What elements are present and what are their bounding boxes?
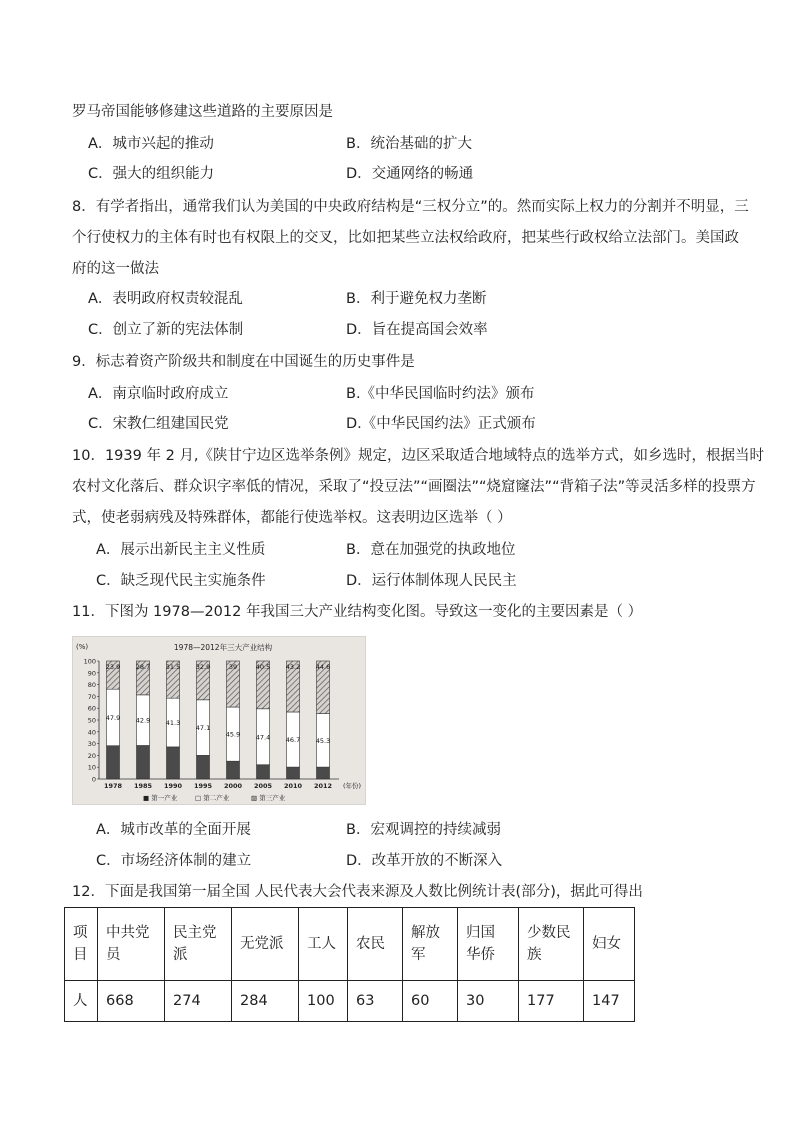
table-cell: 284	[232, 981, 299, 1022]
y-axis-unit: (%)	[76, 643, 89, 651]
header-ccp: 中共党 员	[106, 925, 150, 963]
q8-option-a[interactable]: A．表明政府权责较混乱	[88, 291, 243, 307]
data-label: 43.2	[285, 663, 301, 671]
q11-option-a[interactable]: A．城市改革的全面开展	[96, 822, 251, 838]
y-tick-label: 50	[87, 716, 96, 725]
table-cell: 人	[65, 981, 98, 1022]
bar-segment-1	[137, 745, 150, 779]
q11-option-c[interactable]: C．市场经济体制的建立	[96, 853, 252, 869]
x-tick-label: 1978	[103, 782, 123, 790]
q7-option-b[interactable]: B．统治基础的扩大	[346, 136, 472, 152]
header-item: 项 目	[73, 925, 88, 963]
question-7-stem-tail: 罗马帝国能够修建这些道路的主要原因是	[72, 104, 333, 120]
q10-stem-line-3: 式，使老弱病残及特殊群体，都能行使选举权。这表明边区选举（ ）	[72, 510, 512, 526]
bar-segment-1	[317, 767, 330, 779]
header-workers: 工人	[307, 936, 336, 952]
table-header-cell	[98, 908, 165, 981]
y-tick-label: 100	[83, 657, 96, 666]
q9-option-d[interactable]: D.《中华民国约法》正式颁布	[346, 416, 536, 432]
bar-segment-1	[167, 747, 180, 779]
data-label: 32.9	[195, 663, 211, 671]
x-tick-label: 2000	[223, 782, 243, 790]
q9-option-c[interactable]: C．宋教仁组建国民党	[88, 416, 229, 432]
y-tick-label: 30	[87, 740, 96, 749]
data-label: 41.3	[165, 719, 181, 728]
y-tick-label: 0	[91, 775, 96, 784]
data-label: 23.9	[105, 663, 121, 671]
x-tick-label: 1990	[163, 782, 183, 790]
y-tick-label: 10	[87, 763, 96, 772]
npc-delegates-table	[64, 907, 635, 1022]
data-label: 47.9	[105, 713, 121, 722]
y-tick-label: 90	[87, 669, 96, 678]
chart-title: 1978—2012年三大产业结构	[173, 643, 273, 652]
q8-stem-line-2: 个行使权力的主体有时也有权限上的交叉，比如把某些立法权给政府，把某些行政权给立法部门。美国政	[72, 230, 739, 246]
x-tick-label: 1995	[193, 782, 213, 790]
q7-option-a[interactable]: A．城市兴起的推动	[88, 136, 214, 152]
q9-option-b[interactable]: B.《中华民国临时约法》颁布	[346, 386, 535, 402]
q8-stem-line-1: 8．有学者指出，通常我们认为美国的中央政府结构是“三权分立”的。然而实际上权力的分割并不明显，三	[72, 199, 749, 215]
header-farmers: 农民	[356, 936, 385, 952]
y-tick-label: 80	[87, 681, 96, 690]
bar-segment-1	[257, 765, 270, 779]
q9-option-a[interactable]: A．南京临时政府成立	[88, 386, 229, 402]
bar-segment-1	[287, 767, 300, 779]
bar-segment-1	[197, 755, 210, 779]
table-header-cell	[65, 908, 98, 981]
q7-option-d[interactable]: D．交通网络的畅通	[346, 166, 474, 182]
data-label: 44.6	[315, 663, 331, 671]
q8-option-d[interactable]: D．旨在提高国会效率	[346, 322, 488, 338]
q11-option-b[interactable]: B．宏观调控的持续减弱	[346, 822, 501, 838]
y-tick-label: 60	[87, 704, 96, 713]
table-cell: 668	[98, 981, 165, 1022]
bar-segment-1	[227, 761, 240, 779]
legend-item: ■ 第一产业	[143, 794, 178, 802]
legend-item: □ 第二产业	[195, 794, 230, 802]
q10-stem-line-2: 农村文化落后、群众识字率低的情况，采取了“投豆法”“画圈法”“烧窟窿法”“背箱子法”等灵活多样的投票方	[72, 479, 756, 495]
stacked-bar-chart	[73, 637, 365, 804]
header-women: 妇女	[592, 936, 621, 952]
data-label: 39	[228, 663, 238, 671]
q9-stem: 9．标志着资产阶级共和制度在中国诞生的历史事件是	[72, 354, 415, 370]
data-label: 47.1	[195, 724, 211, 733]
y-tick-label: 40	[87, 728, 96, 737]
table-header-cell	[584, 908, 635, 981]
industry-structure-chart	[72, 636, 366, 805]
x-tick-label: 1985	[133, 782, 153, 790]
y-tick-label: 70	[87, 692, 96, 701]
table-header-cell	[299, 908, 348, 981]
q11-option-d[interactable]: D．改革开放的不断深入	[346, 853, 503, 869]
q10-option-d[interactable]: D．运行体制体现人民民主	[346, 573, 517, 589]
data-label: 42.9	[135, 716, 151, 725]
y-tick-label: 20	[87, 751, 96, 760]
data-label: 40.5	[255, 663, 271, 671]
data-label: 45.3	[315, 736, 331, 745]
q10-option-a[interactable]: A．展示出新民主主义性质	[96, 542, 266, 558]
legend-item: ▨ 第三产业	[251, 794, 286, 802]
table-cell: 274	[165, 981, 232, 1022]
data-label: 46.7	[285, 736, 301, 745]
x-axis-unit: (年份)	[343, 782, 362, 790]
table-cell: 147	[584, 981, 635, 1022]
table-cell: 30	[458, 981, 519, 1022]
q11-stem: 11．下图为 1978—2012 年我国三大产业结构变化图。导致这一变化的主要因素是（ ）	[72, 604, 643, 620]
x-tick-label: 2005	[253, 782, 273, 790]
q8-option-b[interactable]: B．利于避免权力垄断	[346, 291, 487, 307]
q8-option-c[interactable]: C．创立了新的宪法体制	[88, 322, 244, 338]
table-header-cell	[519, 908, 584, 981]
table-header-cell	[165, 908, 232, 981]
q12-stem: 12．下面是我国第一届全国 人民代表大会代表来源及人数比例统计表(部分)，据此可得出	[72, 884, 643, 900]
data-label: 28.7	[135, 663, 151, 671]
table-cell: 177	[519, 981, 584, 1022]
table-cell: 100	[299, 981, 348, 1022]
header-overseas: 归国 华侨	[466, 925, 495, 963]
header-minorities: 少数民 族	[527, 925, 571, 963]
q7-option-c[interactable]: C．强大的组织能力	[88, 166, 215, 182]
q10-option-b[interactable]: B．意在加强党的执政地位	[346, 542, 516, 558]
table-header-cell	[403, 908, 458, 981]
q10-option-c[interactable]: C．缺乏现代民主实施条件	[96, 573, 266, 589]
x-tick-label: 2012	[313, 782, 333, 790]
data-label: 47.4	[255, 733, 271, 742]
data-label: 31.5	[165, 663, 181, 671]
table-header-row	[65, 908, 635, 981]
table-row	[65, 981, 635, 1022]
table-cell: 60	[403, 981, 458, 1022]
table-cell: 63	[348, 981, 403, 1022]
data-label: 45.9	[225, 730, 241, 739]
bar-segment-1	[107, 746, 120, 779]
q8-stem-line-3: 府的这一做法	[72, 261, 159, 277]
q10-stem-line-1: 10．1939 年 2 月,《陕甘宁边区选举条例》规定，边区采取适合地域特点的选举方式，如乡选时，根据当时	[72, 448, 765, 464]
x-tick-label: 2010	[283, 782, 303, 790]
table-header-cell	[458, 908, 519, 981]
header-democratic-parties: 民主党 派	[173, 925, 217, 963]
table-header-cell	[348, 908, 403, 981]
header-pla: 解放 军	[411, 925, 440, 963]
header-no-party: 无党派	[240, 936, 284, 952]
table-header-cell	[232, 908, 299, 981]
